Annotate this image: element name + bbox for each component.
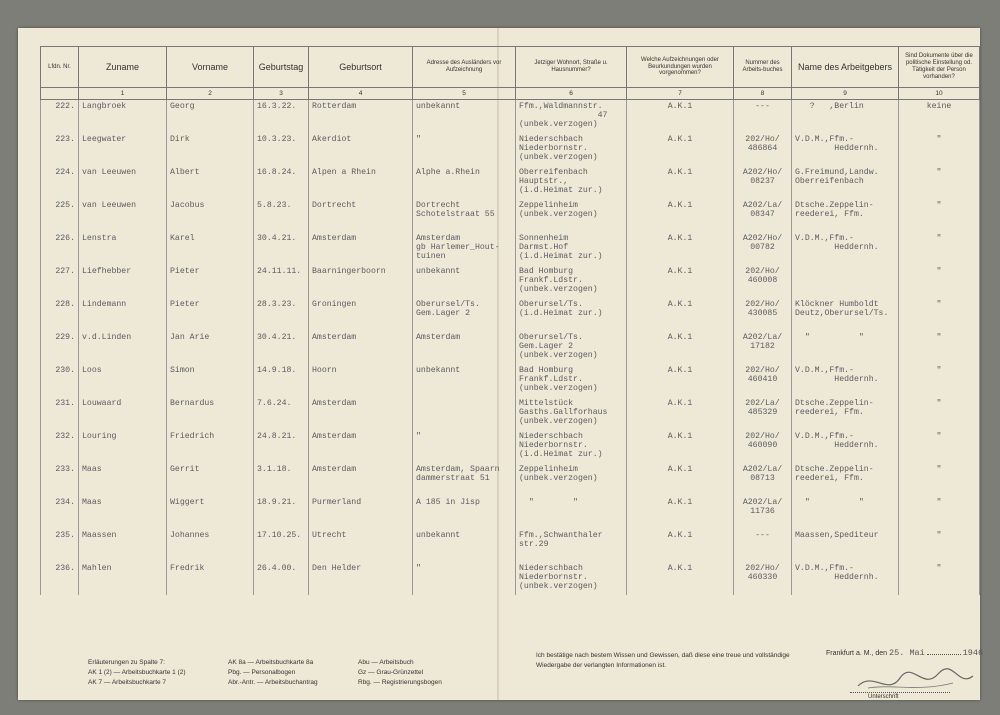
political-documents-cell: " <box>899 232 980 265</box>
previous-address-cell: A 185 in Jisp <box>413 496 516 529</box>
row-number-cell: 227. <box>41 265 79 298</box>
table-row <box>41 463 980 496</box>
first-name-cell: Pieter <box>167 298 254 331</box>
table-row <box>41 232 980 265</box>
registration-sheet <box>18 28 984 700</box>
previous-address-cell: unbekannt <box>413 529 516 562</box>
birth-date-cell: 16.3.22. <box>254 100 309 134</box>
employer-cell: V.D.M.,Ffm.- Heddernh. <box>792 430 899 463</box>
colnum: 5 <box>413 88 516 100</box>
row-number-cell: 229. <box>41 331 79 364</box>
birth-date-cell: 10.3.23. <box>254 133 309 166</box>
political-documents-cell: " <box>899 364 980 397</box>
first-name-cell: Karel <box>167 232 254 265</box>
birth-place-cell: Den Helder <box>309 562 413 595</box>
previous-address-cell: unbekannt <box>413 364 516 397</box>
political-documents-cell: " <box>899 529 980 562</box>
current-residence-cell: Niederschbach Niederbornstr. (unbek.verzogen) <box>516 562 627 595</box>
records-made-cell: A.K.1 <box>627 265 734 298</box>
row-number-cell: 235. <box>41 529 79 562</box>
previous-address-cell: Amsterdam <box>413 331 516 364</box>
surname-cell: Mahlen <box>79 562 167 595</box>
legend-item: Rbg. — Registrierungsbogen <box>358 679 442 686</box>
table-row <box>41 364 980 397</box>
birth-date-cell: 30.4.21. <box>254 331 309 364</box>
colnum: 2 <box>167 88 254 100</box>
political-documents-cell: " <box>899 166 980 199</box>
colnum: 1 <box>79 88 167 100</box>
records-made-cell: A.K.1 <box>627 529 734 562</box>
employer-cell: Dtsche.Zeppelin- reederei, Ffm. <box>792 199 899 232</box>
political-documents-cell: " <box>899 397 980 430</box>
row-number-cell: 225. <box>41 199 79 232</box>
employer-cell: G.Freimund,Landw. Oberreifenbach <box>792 166 899 199</box>
colnum: 9 <box>792 88 899 100</box>
row-number-cell: 222. <box>41 100 79 134</box>
birth-date-cell: 7.6.24. <box>254 397 309 430</box>
work-book-number-cell: A202/La/ 08713 <box>734 463 792 496</box>
first-name-cell: Simon <box>167 364 254 397</box>
header-row <box>41 47 980 88</box>
previous-address-cell: unbekannt <box>413 100 516 134</box>
previous-address-cell: " <box>413 562 516 595</box>
row-number-cell: 230. <box>41 364 79 397</box>
row-number-cell: 234. <box>41 496 79 529</box>
employer-cell <box>792 265 899 298</box>
surname-cell: Louwaard <box>79 397 167 430</box>
birth-date-cell: 3.1.18. <box>254 463 309 496</box>
birth-date-cell: 28.3.23. <box>254 298 309 331</box>
employer-cell: V.D.M.,Ffm.- Heddernh. <box>792 364 899 397</box>
date-value: 25. Mai <box>889 648 925 658</box>
surname-cell: van Leeuwen <box>79 199 167 232</box>
birth-place-cell: Dortrecht <box>309 199 413 232</box>
records-made-cell: A.K.1 <box>627 562 734 595</box>
header-wohnort: Jetziger Wohnort, Straße u. Hausnummer? <box>516 47 627 88</box>
work-book-number-cell: A202/Ho/ 00782 <box>734 232 792 265</box>
column-number-row <box>41 88 980 100</box>
legend-item: Gz — Grau-Grünzettel <box>358 669 424 676</box>
current-residence-cell: Bad Homburg Frankf.Ldstr. (unbek.verzogen) <box>516 364 627 397</box>
table-row <box>41 298 980 331</box>
birth-place-cell: Utrecht <box>309 529 413 562</box>
records-made-cell: A.K.1 <box>627 397 734 430</box>
birth-place-cell: Purmerland <box>309 496 413 529</box>
row-number-cell: 232. <box>41 430 79 463</box>
work-book-number-cell: 202/Ho/ 460410 <box>734 364 792 397</box>
legend-item: Pbg. — Personalbogen <box>228 669 296 676</box>
colnum: 6 <box>516 88 627 100</box>
political-documents-cell: " <box>899 496 980 529</box>
birth-date-cell: 14.9.18. <box>254 364 309 397</box>
records-made-cell: A.K.1 <box>627 430 734 463</box>
first-name-cell: Friedrich <box>167 430 254 463</box>
row-number-cell: 223. <box>41 133 79 166</box>
first-name-cell: Bernardus <box>167 397 254 430</box>
row-number-cell: 228. <box>41 298 79 331</box>
work-book-number-cell: 202/Ho/ 486864 <box>734 133 792 166</box>
employer-cell: V.D.M.,Ffm.- Heddernh. <box>792 562 899 595</box>
surname-cell: Liefhebber <box>79 265 167 298</box>
current-residence-cell: Zeppelinheim (unbek.verzogen) <box>516 463 627 496</box>
table-row <box>41 331 980 364</box>
table-row <box>41 496 980 529</box>
table-row <box>41 199 980 232</box>
header-zuname: Zuname <box>79 47 167 88</box>
employer-cell: " " <box>792 331 899 364</box>
first-name-cell: Fredrik <box>167 562 254 595</box>
surname-cell: Lindemann <box>79 298 167 331</box>
first-name-cell: Johannes <box>167 529 254 562</box>
previous-address-cell: Oberursel/Ts. Gem.Lager 2 <box>413 298 516 331</box>
political-documents-cell: " <box>899 463 980 496</box>
row-number-cell: 226. <box>41 232 79 265</box>
surname-cell: Leegwater <box>79 133 167 166</box>
current-residence-cell: Niederschbach Niederbornstr. (i.d.Heimat zur.) <box>516 430 627 463</box>
birth-date-cell: 24.11.11. <box>254 265 309 298</box>
employer-cell: Dtsche.Zeppelin- reederei, Ffm. <box>792 463 899 496</box>
work-book-number-cell: 202/Ho/ 430085 <box>734 298 792 331</box>
row-number-cell: 236. <box>41 562 79 595</box>
first-name-cell: Albert <box>167 166 254 199</box>
surname-cell: Maas <box>79 463 167 496</box>
first-name-cell: Pieter <box>167 265 254 298</box>
legend-item: AK 7 — Arbeitsbuchkarte 7 <box>88 679 167 686</box>
first-name-cell: Gerrit <box>167 463 254 496</box>
birth-date-cell: 17.10.25. <box>254 529 309 562</box>
header-geburtstag: Geburtstag <box>254 47 309 88</box>
current-residence-cell: Niederschbach Niederbornstr. (unbek.verzogen) <box>516 133 627 166</box>
birth-date-cell: 26.4.00. <box>254 562 309 595</box>
legend-item: AK 8a — Arbeitsbuchkarte 8a <box>228 659 314 666</box>
surname-cell: Langbroek <box>79 100 167 134</box>
current-residence-cell: Ffm.,Waldmannstr. 47 (unbek.verzogen) <box>516 100 627 134</box>
records-made-cell: A.K.1 <box>627 166 734 199</box>
political-documents-cell: " <box>899 331 980 364</box>
records-made-cell: A.K.1 <box>627 100 734 134</box>
employer-cell: " " <box>792 496 899 529</box>
row-number-cell: 224. <box>41 166 79 199</box>
birth-place-cell: Amsterdam <box>309 463 413 496</box>
birth-date-cell: 30.4.21. <box>254 232 309 265</box>
header-nr: Lfdn. Nr. <box>41 47 79 88</box>
colnum: 10 <box>899 88 980 100</box>
table-row <box>41 265 980 298</box>
header-geburtsort: Geburtsort <box>309 47 413 88</box>
records-made-cell: A.K.1 <box>627 331 734 364</box>
previous-address-cell: " <box>413 133 516 166</box>
date-dots <box>927 654 961 655</box>
table-row <box>41 430 980 463</box>
work-book-number-cell: 202/Ho/ 460008 <box>734 265 792 298</box>
work-book-number-cell: --- <box>734 529 792 562</box>
row-number-cell: 231. <box>41 397 79 430</box>
colnum: 7 <box>627 88 734 100</box>
row-number-cell: 233. <box>41 463 79 496</box>
records-made-cell: A.K.1 <box>627 463 734 496</box>
legend-item: Abr.-Antr. — Arbeitsbuchantrag <box>228 679 318 686</box>
previous-address-cell: Amsterdam gb Harlemer_Hout- tuinen <box>413 232 516 265</box>
table-row <box>41 166 980 199</box>
employer-cell: Klöckner Humboldt Deutz,Oberursel/Ts. <box>792 298 899 331</box>
first-name-cell: Dirk <box>167 133 254 166</box>
current-residence-cell: " " <box>516 496 627 529</box>
birth-place-cell: Rotterdam <box>309 100 413 134</box>
employer-cell: ? ,Berlin <box>792 100 899 134</box>
colnum: 3 <box>254 88 309 100</box>
legend-item: AK 1 (2) — Arbeitsbuchkarte 1 (2) <box>88 669 186 676</box>
previous-address-cell: unbekannt <box>413 265 516 298</box>
previous-address-cell: Amsterdam, Spaarn dammerstraat 51 <box>413 463 516 496</box>
work-book-number-cell: A202/La/ 08347 <box>734 199 792 232</box>
birth-date-cell: 16.8.24. <box>254 166 309 199</box>
records-made-cell: A.K.1 <box>627 298 734 331</box>
table-row <box>41 133 980 166</box>
colnum: 4 <box>309 88 413 100</box>
work-book-number-cell: A202/Ho/ 08237 <box>734 166 792 199</box>
birth-place-cell: Baarningerboorn <box>309 265 413 298</box>
header-aufzeichnungen: Welche Aufzeichnungen oder Beurkundungen wurden vorgenommen? <box>627 47 734 88</box>
surname-cell: Louring <box>79 430 167 463</box>
records-made-cell: A.K.1 <box>627 133 734 166</box>
political-documents-cell: " <box>899 199 980 232</box>
political-documents-cell: " <box>899 298 980 331</box>
previous-address-cell: " <box>413 430 516 463</box>
surname-cell: van Leeuwen <box>79 166 167 199</box>
work-book-number-cell: A202/La/ 17182 <box>734 331 792 364</box>
employer-cell: Maassen,Spediteur <box>792 529 899 562</box>
certification-text: Ich bestätige nach bestem Wissen und Gewissen, daß diese eine treue und vollständige Wiedergabe der verlangten Informationen ist. <box>536 652 790 669</box>
birth-place-cell: Amsterdam <box>309 331 413 364</box>
current-residence-cell: Sonnenheim Darmst.Hof (i.d.Heimat zur.) <box>516 232 627 265</box>
table-row <box>41 397 980 430</box>
birth-place-cell: Amsterdam <box>309 430 413 463</box>
table-row <box>41 562 980 595</box>
employer-cell: V.D.M.,Ffm.- Heddernh. <box>792 232 899 265</box>
header-adresse: Adresse des Ausländers vor Aufzeichnung <box>413 47 516 88</box>
birth-date-cell: 24.8.21. <box>254 430 309 463</box>
records-made-cell: A.K.1 <box>627 232 734 265</box>
legend-item: Abu — Arbeitsbuch <box>358 659 414 666</box>
records-made-cell: A.K.1 <box>627 496 734 529</box>
header-vorname: Vorname <box>167 47 254 88</box>
colnum-blank <box>41 88 79 100</box>
first-name-cell: Jacobus <box>167 199 254 232</box>
surname-cell: v.d.Linden <box>79 331 167 364</box>
birth-place-cell: Akerdiot <box>309 133 413 166</box>
header-dokumente: Sind Dokumente über die politische Einstellung od. Tätigkeit der Person vorhanden? <box>899 47 980 88</box>
surname-cell: Lenstra <box>79 232 167 265</box>
year-value: 1946 <box>962 648 984 658</box>
place-label: Frankfurt a. M., den <box>826 650 888 657</box>
surname-cell: Maas <box>79 496 167 529</box>
first-name-cell: Jan Arie <box>167 331 254 364</box>
previous-address-cell: Alphe a.Rhein <box>413 166 516 199</box>
signature-label: Unterschrift <box>868 694 899 700</box>
header-nummer: Nummer des Arbeits-buches <box>734 47 792 88</box>
surname-cell: Loos <box>79 364 167 397</box>
current-residence-cell: Mittelstück Gasths.Gallforhaus (unbek.verzogen) <box>516 397 627 430</box>
current-residence-cell: Oberursel/Ts. Gem.Lager 2 (unbek.verzogen) <box>516 331 627 364</box>
current-residence-cell: Zeppelinheim (unbek.verzogen) <box>516 199 627 232</box>
legend-title: Erläuterungen zu Spalte 7: <box>88 659 165 666</box>
first-name-cell: Wiggert <box>167 496 254 529</box>
birth-place-cell: Alpen a Rhein <box>309 166 413 199</box>
work-book-number-cell: 202/Ho/ 460330 <box>734 562 792 595</box>
work-book-number-cell: --- <box>734 100 792 134</box>
table-row <box>41 529 980 562</box>
records-made-cell: A.K.1 <box>627 199 734 232</box>
surname-cell: Maassen <box>79 529 167 562</box>
place-date-line <box>826 648 983 658</box>
birth-date-cell: 18.9.21. <box>254 496 309 529</box>
employer-cell: V.D.M.,Ffm.- Heddernh. <box>792 133 899 166</box>
current-residence-cell: Oberursel/Ts. (i.d.Heimat zur.) <box>516 298 627 331</box>
birth-place-cell: Amsterdam <box>309 232 413 265</box>
header-arbeitgeber: Name des Arbeitgebers <box>792 47 899 88</box>
first-name-cell: Georg <box>167 100 254 134</box>
birth-date-cell: 5.8.23. <box>254 199 309 232</box>
current-residence-cell: Bad Homburg Frankf.Ldstr. (unbek.verzogen) <box>516 265 627 298</box>
foreigner-register-table <box>40 46 980 595</box>
work-book-number-cell: 202/Ho/ 460090 <box>734 430 792 463</box>
signature-line <box>850 692 950 693</box>
work-book-number-cell: 202/La/ 485329 <box>734 397 792 430</box>
register-rows <box>41 100 980 596</box>
colnum: 8 <box>734 88 792 100</box>
records-made-cell: A.K.1 <box>627 364 734 397</box>
birth-place-cell: Groningen <box>309 298 413 331</box>
employer-cell: Dtsche.Zeppelin- reederei, Ffm. <box>792 397 899 430</box>
table-row <box>41 100 980 134</box>
current-residence-cell: Ffm.,Schwanthaler str.29 <box>516 529 627 562</box>
political-documents-cell: " <box>899 430 980 463</box>
previous-address-cell <box>413 397 516 430</box>
political-documents-cell: keine <box>899 100 980 134</box>
previous-address-cell: Dortrecht Schotelstraat 55 <box>413 199 516 232</box>
birth-place-cell: Amsterdam <box>309 397 413 430</box>
political-documents-cell: " <box>899 562 980 595</box>
political-documents-cell: " <box>899 133 980 166</box>
political-documents-cell: " <box>899 265 980 298</box>
handwritten-signature <box>848 666 978 694</box>
birth-place-cell: Hoorn <box>309 364 413 397</box>
work-book-number-cell: A202/La/ 11736 <box>734 496 792 529</box>
current-residence-cell: Oberreifenbach Hauptstr., (i.d.Heimat zur.) <box>516 166 627 199</box>
